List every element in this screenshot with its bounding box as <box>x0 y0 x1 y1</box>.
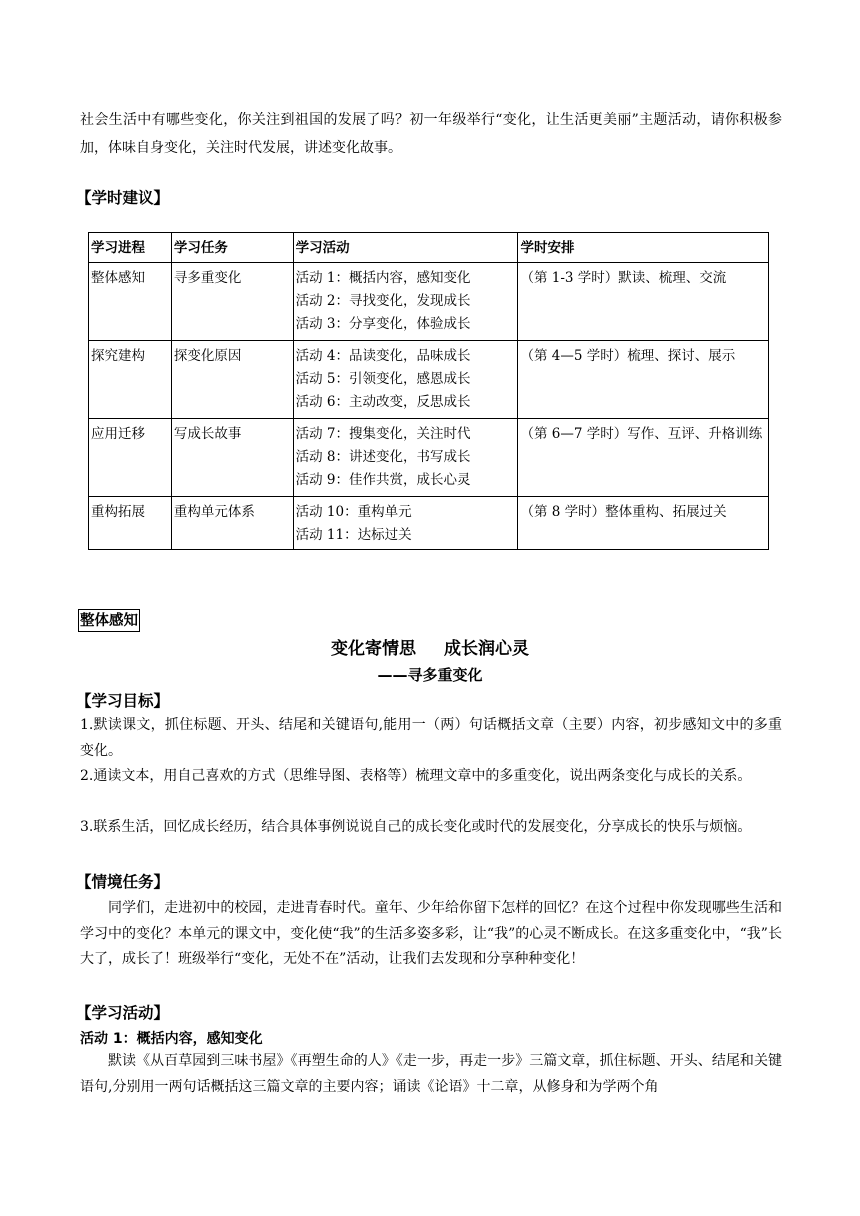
task-cell: 探变化原因 <box>171 341 293 419</box>
hours-cell: （第 1-3 学时）默读、梳理、交流 <box>518 263 769 341</box>
task-cell: 写成长故事 <box>171 419 293 497</box>
table-row <box>89 497 769 550</box>
activities-cell <box>293 341 518 419</box>
activities-cell <box>293 497 518 550</box>
activities-cell <box>293 263 518 341</box>
lesson-subtitle: ——寻多重变化 <box>377 666 483 684</box>
activity-item: 活动 3：分享变化，体验成长 <box>295 316 471 332</box>
activity-item: 活动 8：讲述变化，书写成长 <box>295 449 471 465</box>
activity-item: 活动 1：概括内容，感知变化 <box>295 270 471 286</box>
title-left: 变化寄情思 <box>331 639 416 659</box>
activity1-title: 活动 1：概括内容，感知变化 <box>80 1031 263 1047</box>
activities-cell <box>293 419 518 497</box>
task-cell: 寻多重变化 <box>171 263 293 341</box>
activity-item: 活动 11：达标过关 <box>295 527 412 543</box>
stage-label-box: 整体感知 <box>78 609 140 632</box>
activity-item: 活动 7：搜集变化，关注时代 <box>295 426 471 442</box>
goals-heading: 【学习目标】 <box>76 692 170 710</box>
activity-item: 活动 2：寻找变化，发现成长 <box>295 293 471 309</box>
hours-cell: （第 8 学时）整体重构、拓展过关 <box>518 497 769 550</box>
situation-heading: 【情境任务】 <box>76 873 170 891</box>
table-header-cell: 学习活动 <box>293 233 518 263</box>
intro-paragraph: 社会生活中有哪些变化，你关注到祖国的发展了吗？初一年级举行“变化，让生活更美丽”主题活动，请你积极参加，体味自身变化，关注时代发展，讲述变化故事。 <box>80 112 782 156</box>
schedule-heading: 【学时建议】 <box>76 189 170 207</box>
activities-heading: 【学习活动】 <box>76 1004 170 1022</box>
activity-item: 活动 5：引领变化，感恩成长 <box>295 371 471 387</box>
stage-cell: 重构拓展 <box>89 497 172 550</box>
activity-item: 活动 4：品读变化，品味成长 <box>295 348 471 364</box>
title-right: 成长润心灵 <box>444 639 529 659</box>
goal-item: 1.默读课文，抓住标题、开头、结尾和关键语句,能用一（两）句话概括文章（主要）内容，初步感知文中的多重变化。 <box>80 717 782 759</box>
stage-cell: 探究建构 <box>89 341 172 419</box>
table-header-cell: 学时安排 <box>518 233 769 263</box>
table-row <box>89 341 769 419</box>
situation-paragraph: 同学们，走进初中的校园，走进青春时代。童年、少年给你留下怎样的回忆？在这个过程中你发现哪些生活和学习中的变化？本单元的课文中，变化使“我”的生活多姿多彩，让“我”的心灵不断成长。在这多重变化中，“我”长大了，成长了！班级举行“变化，无处不在”活动，让我们去发现和分享种种变化！ <box>80 900 782 967</box>
goal-item: 3.联系生活，回忆成长经历，结合具体事例说说自己的成长变化或时代的发展变化，分享成长的快乐与烦恼。 <box>80 819 752 835</box>
hours-cell: （第 6—7 学时）写作、互评、升格训练 <box>518 419 769 497</box>
table-header-cell: 学习进程 <box>89 233 172 263</box>
table-header-row <box>89 233 769 263</box>
table-header-cell: 学习任务 <box>171 233 293 263</box>
schedule-table <box>88 232 769 550</box>
table-row <box>89 263 769 341</box>
activity-item: 活动 10：重构单元 <box>295 504 412 520</box>
activity-item: 活动 6：主动改变，反思成长 <box>295 394 471 410</box>
hours-cell: （第 4—5 学时）梳理、探讨、展示 <box>518 341 769 419</box>
task-cell: 重构单元体系 <box>171 497 293 550</box>
activity-item: 活动 9：佳作共赏，成长心灵 <box>295 472 471 488</box>
lesson-title <box>0 634 860 659</box>
activity1-paragraph: 默读《从百草园到三味书屋》《再塑生命的人》《走一步，再走一步》三篇文章，抓住标题、开头、结尾和关键语句,分别用一两句话概括这三篇文章的主要内容；诵读《论语》十二章，从修身和为学两个角 <box>80 1053 782 1095</box>
stage-cell: 应用迁移 <box>89 419 172 497</box>
stage-cell: 整体感知 <box>89 263 172 341</box>
goal-item: 2.通读文本，用自己喜欢的方式（思维导图、表格等）梳理文章中的多重变化，说出两条变化与成长的关系。 <box>80 768 752 784</box>
table-row <box>89 419 769 497</box>
